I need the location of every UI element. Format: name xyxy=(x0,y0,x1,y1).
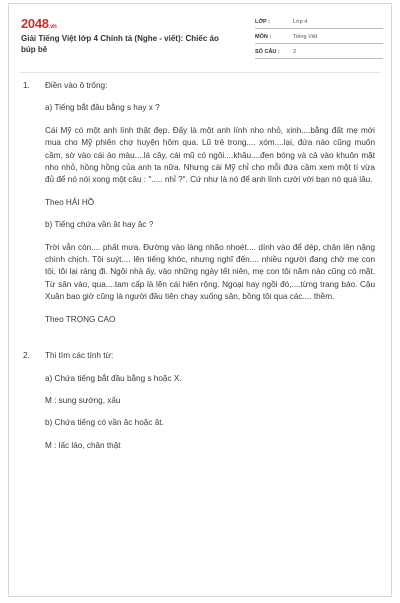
part-b-source: Theo TRỌNG CAO xyxy=(45,314,116,324)
part-a-answer: M : sung sướng, xấu xyxy=(45,395,121,405)
site-logo[interactable] xyxy=(21,16,57,31)
question-number: 1. xyxy=(23,81,30,90)
part-b-label: b) Tiếng chứa vần ât hay âc ? xyxy=(45,220,154,230)
part-b-label: b) Chứa tiếng có vần âc hoặc ât. xyxy=(45,418,164,428)
meta-label: LỚP : xyxy=(255,19,270,25)
part-a-label: a) Chứa tiếng bắt đầu bằng s hoặc X. xyxy=(45,373,182,383)
question-number: 2. xyxy=(23,351,30,361)
part-a-text: Cái Mỹ có một anh lính thật đẹp. Đấy là một anh lính nho nhỏ, xinh....bằng đất mẹ mới mua cho Mỹ phiên chợ huyện hôm qua. Lũ trẻ trong.... xóm....lại, đứa nào cũng muốn cầm, sờ vào cái áo màu....lá cây, cái mũ có ngôi....khâu....đen bóng và cả vào khuôn mặt nho nhỏ, hồng hồng của anh ta nữa. Nhưng cái Mỹ chỉ cho mỗi đứa cầm xem một tí vừa đủ để nó nói xong một câu : "..... nhỉ ?". Cứ như là nó để anh lính cười với bạn nó quá lâu. xyxy=(45,125,375,185)
meta-value: Tiếng Việt xyxy=(293,34,318,40)
document-title: Giải Tiếng Việt lớp 4 Chính tả (Nghe - viết): Chiếc áo búp bê xyxy=(21,34,219,54)
part-b-text: Trời vẫn còn.... phất mưa. Đường vào làng nhão nhoét.... dính vào để dép, chân lên nặng chình chịch. Tôi suýt.... lên tiếng khóc, nhưng nghĩ đến.... nhiều người đang chờ mẹ con tôi, tôi lại ráng đi. Ngôi nhà ấy, vào những ngày tết niên, mẹ con tôi năm nào cũng có mặt. Từ sân vào, qua....tam cấp là lên cái hiên rộng. Ngoại hay ngồi đó,....từng trang báo. Cậu Xuân bao giờ cũng là người đầu tiên chạy xuống sân, bồng tôi qua các.... thềm. xyxy=(45,242,375,302)
part-a-label: a) Tiếng bắt đầu bằng s hay x ? xyxy=(45,103,160,113)
document-page xyxy=(8,3,392,597)
meta-value: Lớp 4 xyxy=(293,19,308,25)
header-divider xyxy=(19,72,381,73)
part-b-answer: M : lấc láo, chân thật xyxy=(45,440,121,450)
meta-label: SỐ CÂU : xyxy=(255,49,280,55)
logo-text: 2048 xyxy=(21,16,49,31)
document-content xyxy=(23,80,375,462)
meta-info xyxy=(255,17,383,62)
meta-row-count xyxy=(255,47,383,59)
meta-row-subject xyxy=(255,32,383,44)
part-a-source: Theo HẢI HỒ xyxy=(45,197,95,207)
meta-label: MÔN : xyxy=(255,34,272,40)
logo-suffix: .vn xyxy=(48,24,57,30)
question-1 xyxy=(23,80,375,326)
document-header xyxy=(9,4,391,62)
question-2 xyxy=(23,350,375,452)
meta-value: 2 xyxy=(293,49,297,55)
meta-row-class xyxy=(255,17,383,29)
question-prompt: Thi tìm các tính từ: xyxy=(45,351,114,361)
question-prompt: Điền vào ô trống: xyxy=(45,81,108,90)
spacer xyxy=(23,336,375,350)
